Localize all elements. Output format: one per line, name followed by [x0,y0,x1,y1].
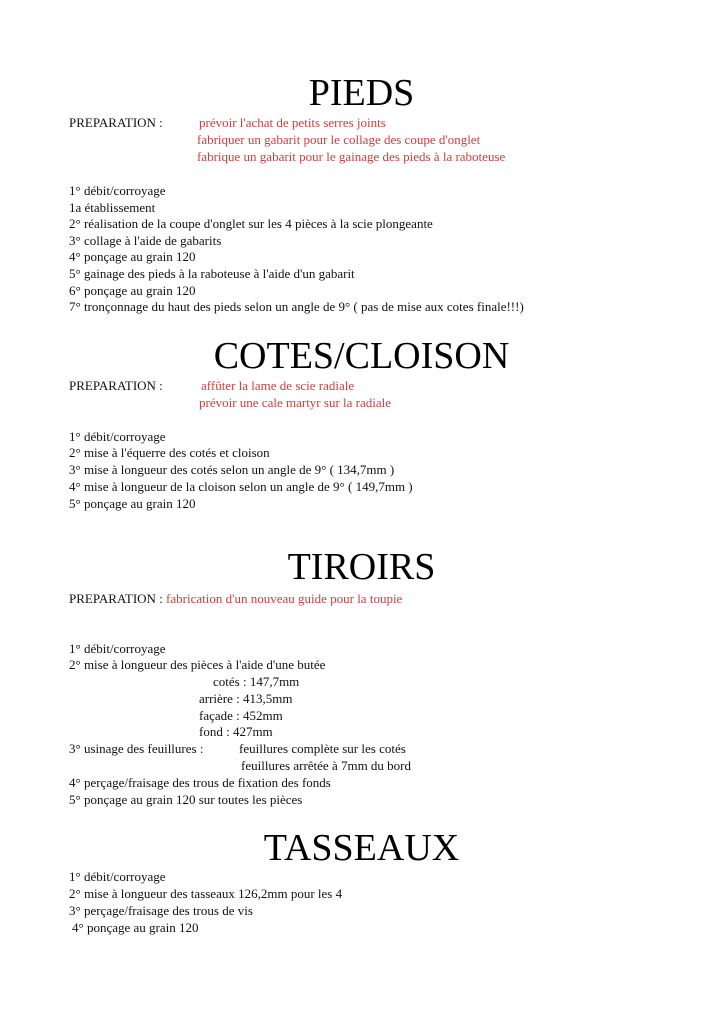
preparation-item: fabrication d'un nouveau guide pour la toupie [166,591,403,606]
step-line: 2° mise à l'équerre des cotés et cloison [69,445,270,460]
preparation-line [69,591,402,607]
preparation-item: prévoir une cale martyr sur la radiale [199,395,392,410]
section-title-tasseaux: TASSEAUX [263,827,460,869]
step-line: 2° mise à longueur des pièces à l'aide d'une butée [69,657,326,672]
preparation-item: prévoir l'achat de petits serres joints [199,115,386,130]
step-line: 4° ponçage au grain 120 [69,249,196,264]
step-line: 1° débit/corroyage [69,641,166,656]
section-title-cotes-cloison: COTES/CLOISON [213,335,510,377]
step-line: 3° mise à longueur des cotés selon un angle de 9° ( 134,7mm ) [69,462,395,477]
step-line: 5° ponçage au grain 120 sur toutes les pièces [69,792,303,807]
step-line: 1a établissement [69,200,156,215]
dimension-line: cotés : 147,7mm [213,674,300,689]
step-line: 2° mise à longueur des tasseaux 126,2mm pour les 4 [69,886,343,901]
preparation-item: fabriquer un gabarit pour le collage des coupe d'onglet [197,132,481,147]
dimension-line: façade : 452mm [199,708,283,723]
step-line: 5° ponçage au grain 120 [69,496,196,511]
step-line: 4° mise à longueur de la cloison selon un angle de 9° ( 149,7mm ) [69,479,413,494]
step-line: 3° usinage des feuillures : [69,741,204,756]
step-line: 4° ponçage au grain 120 [72,920,199,935]
dimension-line: fond : 427mm [199,724,273,739]
step-line: 3° collage à l'aide de gabarits [69,233,222,248]
preparation-item: fabrique un gabarit pour le gainage des pieds à la raboteuse [197,149,506,164]
dimension-line: arrière : 413,5mm [199,691,293,706]
step-line: 1° débit/corroyage [69,183,166,198]
preparation-label: PREPARATION : [69,591,163,606]
step-line: 5° gainage des pieds à la raboteuse à l'aide d'un gabarit [69,266,355,281]
step-line: 3° perçage/fraisage des trous de vis [69,903,253,918]
step-line: 1° débit/corroyage [69,869,166,884]
step-line: 4° perçage/fraisage des trous de fixation des fonds [69,775,331,790]
section-title-tiroirs: TIROIRS [287,546,436,588]
step-line: 7° tronçonnage du haut des pieds selon un angle de 9° ( pas de mise aux cotes finale!!!) [69,299,524,314]
machining-item: feuillures complète sur les cotés [239,741,406,756]
preparation-item: affûter la lame de scie radiale [201,378,355,393]
step-line: 1° débit/corroyage [69,429,166,444]
step-line: 6° ponçage au grain 120 [69,283,196,298]
step-line: 2° réalisation de la coupe d'onglet sur les 4 pièces à la scie plongeante [69,216,433,231]
section-title-pieds: PIEDS [308,72,415,114]
preparation-label: PREPARATION : [69,115,163,130]
preparation-label: PREPARATION : [69,378,163,393]
machining-item: feuillures arrêtée à 7mm du bord [241,758,412,773]
